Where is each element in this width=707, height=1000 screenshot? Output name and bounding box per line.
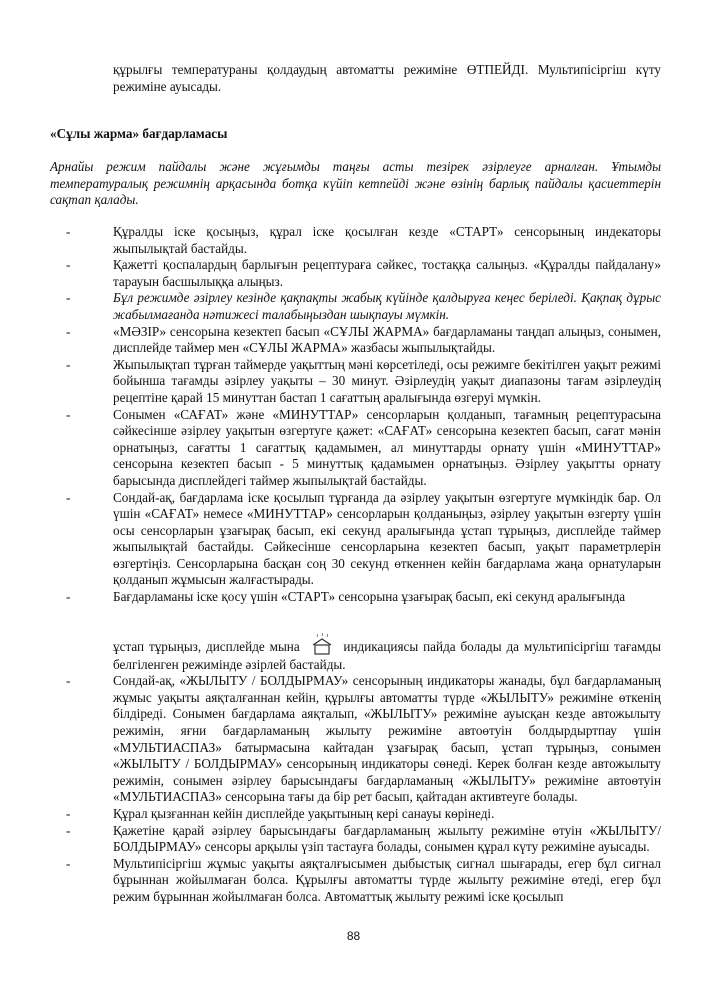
bullet-dash: - [66,290,71,306]
bullet-dash: - [66,806,71,821]
list-item-text: ұстап тұрыңыз, дисплейде мына [113,638,300,654]
list-item [50,290,661,323]
bullet-dash: - [66,822,71,838]
list-item-text: Сонымен «САҒАТ» және «МИНУТТАР» сенсорларын қолданып, тағамның рецептурасына сәйкесінше әзірлеу уақытын өзгертуге қажет: «САҒАТ» сенсорына кезектеп басып, сағат мәнін орнатыңыз, сағатты 1 сағаттық қадамымен, ал минуттарды орнату үшін «МИНУТТАР» сенсорына кезектеп басып - 5 минуттық қадамымен орнатыңыз. Әзірлеу уақытты орнату барысында дисплейдегі таймер жыпылықтай бастайды. [113,406,661,488]
section-title: «Сұлы жарма» бағдарламасы [50,126,228,141]
program-description: Арнайы режим пайдалы және жұғымды таңғы асты тезірек әзірлеуге арналған. Ұтымды температуралық режимнің арқасында ботқа күйіп кетпейді және өзінің барлық пайдалы қасиеттерін сақтап қалады. [50,159,661,208]
list-item-text: Жыпылықтап тұрған таймерде уақыттың мәні көрсетіледі, осы режимге бекітілген уақыт режимі бойынша тағамды әзірлеу уақыты – 30 минут. Әзірлеудің уақыт диапазоны тағам әзірлеудің рецептіне қарай 15 минуттан бастап 1 сағаттың аралығында өзгеруі мүмкін. [113,356,661,405]
list-item [50,224,661,257]
list-item [50,357,661,407]
list-item [50,806,661,823]
bullet-dash: - [66,489,71,505]
bullet-dash: - [66,356,71,372]
list-item-text: Сондай-ақ, «ЖЫЛЫТУ / БОЛДЫРМАУ» сенсорының индикаторы жанады, бұл бағдарламаның жұмыс уақыты аяқталғаннан кейін, құрылғы автоматты түрде «ЖЫЛЫТУ» режиміне өткенің білдіреді. Сонымен бағдарлама аяқталып, «ЖЫЛЫТУ» режиміне ауысқан кезде автожылыту режимін, яғни бағдарламаның жылыту режиміне автоөтуін болдырдыртпау үшін «МУЛЬТИАСПАЗ» батырмасына кайтадан ұзағырақ басып, ұстап тұрыңыз, сонымен «ЖЫЛЫТУ / БОЛДЫРМАУ» сенсорының индикаторы сөнеді. Керек болған кезде автожылыту режимін, сонымен әзірлеу барысындағы бағдарламаның «ЖЫЛЫТУ» режиміне автоөтуін «МУЛЬТИАСПАЗ» сенсорына тағы да бір рет басып, қайтадан активтеуге болады. [113,673,661,805]
list-item-text: Құрал қызғаннан кейін дисплейде уақытының кері санауы көрінеді. [113,806,495,821]
bullet-dash: - [66,257,71,273]
list-item-text: Бұл режимде әзірлеу кезінде қақпақты жабық күйінде қалдыруға кеңес беріледі. Қақпақ дұрыс жабылмағанда нәтижесі талабыңыздан шықпауы мүмкін. [113,290,661,322]
list-item [50,257,661,290]
list-item-text: Құралды іске қосыңыз, құрал іске қосылған кезде «СТАРТ» сенсорының индекаторы жыпылықтай бастайды. [113,224,661,256]
list-item-text: Қажетіне қарай әзірлеу барысындағы бағдарламаның жылыту режиміне өтуін «ЖЫЛЫТУ/БОЛДЫРМАУ» сенсоры арқылы үзіп тастауға болады, сонымен құрал күту режиміне ауысады. [113,822,661,855]
bullet-dash: - [66,673,71,689]
list-item [50,324,661,357]
list-item [50,407,661,490]
list-item-text: Бағдарламаны іске қосу үшін «СТАРТ» сенсорына ұзағырақ басып, екі секунд аралығында [113,589,626,605]
intro-paragraph: құрылғы температураны қолдаудың автоматты режиміне ӨТПЕЙДІ. Мультипісіргіш күту режиміне ауысады. [113,62,661,94]
bullet-dash: - [66,323,71,339]
list-item-text: «МӘЗІР» сенсорына кезектеп басып «СҰЛЫ ЖАРМА» бағдарламаны таңдап алыңыз, сонымен, дисплейде таймер мен «СҰЛЫ ЖАРМА» жазбасы жыпылықтайды. [113,323,661,356]
list-item [50,673,661,806]
cooking-pot-icon [309,633,335,657]
list-item-text: Мультипісіргіш жұмыс уақыты аяқталғысымен дыбыстық сигнал шығарады, егер бұл сигнал бұрыннан жойылмаған болса. Құрылғы автоматты түрде жылыту режиміне өтеді, егер бұл режим бұрыннан жойылмаған болса. Автоматтық жылыту режимі іске қосылып [113,855,661,904]
instruction-list [50,224,661,906]
page-number: 88 [346,929,361,943]
list-item-start [50,589,661,673]
list-item-text: Сондай-ақ, бағдарлама іске қосылып тұрғанда да әзірлеу уақытын өзгертуге мүмкіндік бар. Ол үшін «САҒАТ» немесе «МИНУТТАР» сенсорларын қолданыңыз, әзірлеу уақытын өзгерту үшін осы сенсорларын ұзағырақ басып, екі секунд аралығында ұстап тұрыңыз, дисплейде таймер жыпылықтай бастайды. Сәйкесінше сенсорларына кезектеп басып, уақыт параметрлерін өзгертіңіз. Сенсорларына басқан соң 30 секунд өткеннен кейін бағдарлама жаңа орнатуларын қолданып жұмысын жалғастырады. [113,489,661,588]
list-item [50,856,661,906]
list-item-text: индикациясы пайда болады да мультипісіргіш тағамды белгіленген режимінде әзірлей бастайды. [113,638,661,672]
bullet-dash: - [66,224,71,239]
list-item-text: Қажетті қоспалардың барлығын рецептураға сәйкес, тостаққа салыңыз. «Құралды пайдалану» тарауын басшылыққа алыңыз. [113,257,661,289]
list-item [50,823,661,856]
list-item [50,490,661,590]
bullet-dash: - [66,589,71,605]
bullet-dash: - [66,406,71,422]
bullet-dash: - [66,855,71,871]
